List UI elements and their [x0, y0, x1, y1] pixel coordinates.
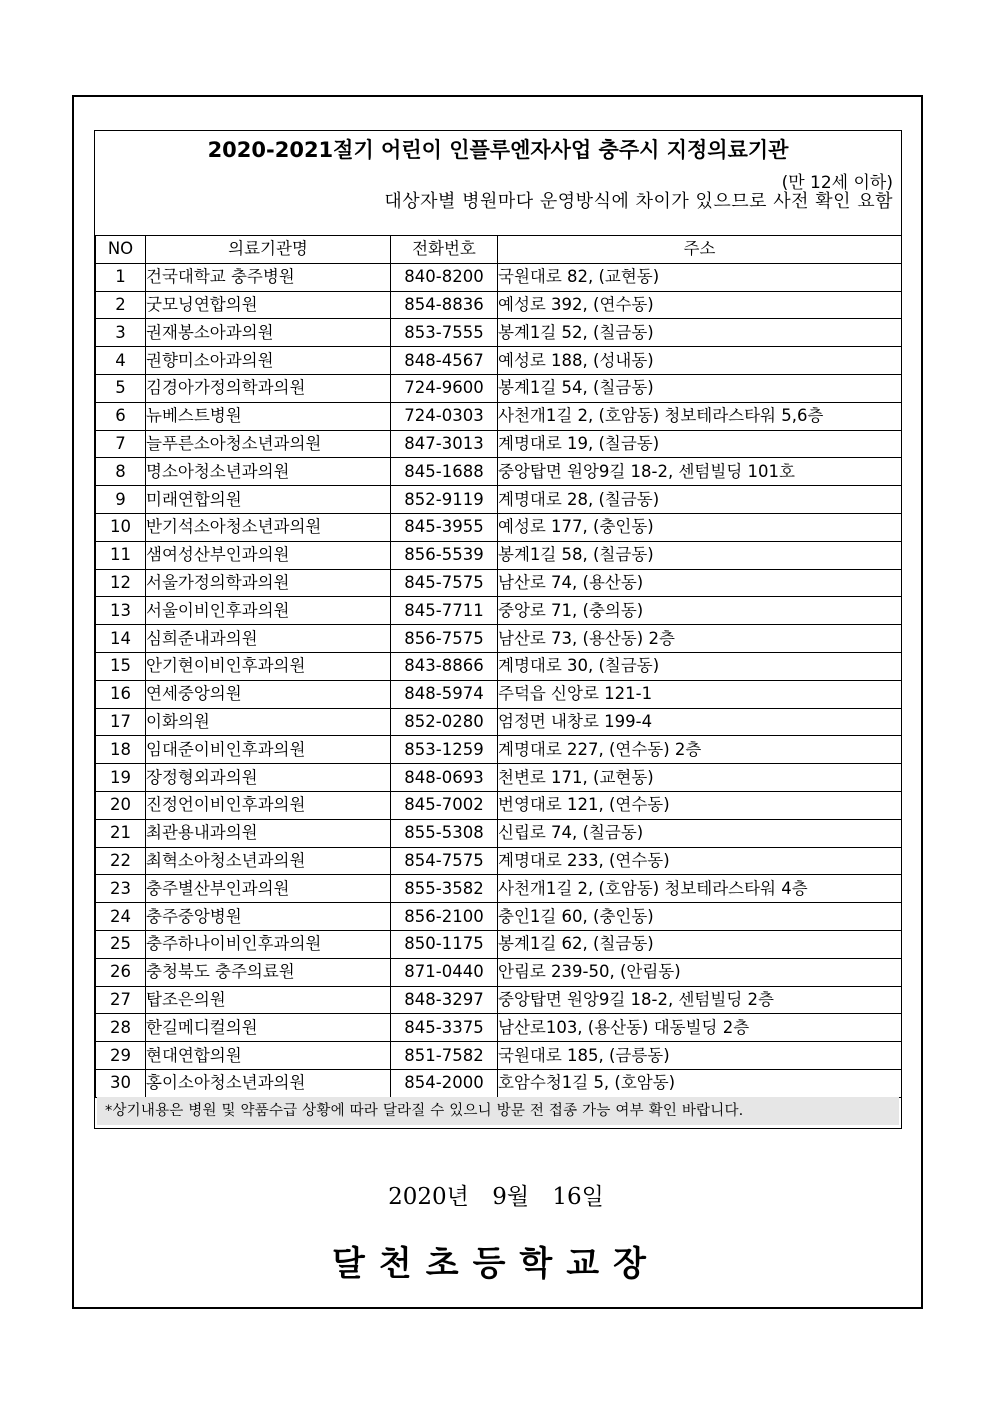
table-row [96, 875, 902, 903]
table-row [96, 680, 902, 708]
phone-number: 851-7582 [391, 1042, 498, 1070]
row-number: 10 [96, 513, 146, 541]
table-row [96, 847, 902, 875]
row-number: 24 [96, 903, 146, 931]
notice-box [94, 130, 902, 1129]
clinic-name: 최혁소아청소년과의원 [146, 847, 391, 875]
clinic-address: 안림로 239-50, (안림동) [498, 958, 902, 986]
phone-number: 848-5974 [391, 680, 498, 708]
clinic-address: 봉계1길 58, (칠금동) [498, 541, 902, 569]
clinic-address: 봉계1길 52, (칠금동) [498, 319, 902, 347]
table-row [96, 263, 902, 291]
clinic-address: 충인1길 60, (충인동) [498, 903, 902, 931]
row-number: 19 [96, 764, 146, 792]
clinic-name: 권향미소아과의원 [146, 347, 391, 375]
table-row [96, 319, 902, 347]
clinic-name: 최관용내과의원 [146, 819, 391, 847]
row-number: 15 [96, 652, 146, 680]
clinic-name: 장정형외과의원 [146, 764, 391, 792]
clinic-address: 남산로 73, (용산동) 2층 [498, 625, 902, 653]
clinic-address: 사천개1길 2, (호암동) 청보테라스타워 4층 [498, 875, 902, 903]
clinic-name: 홍이소아청소년과의원 [146, 1069, 391, 1097]
table-body [96, 263, 902, 1097]
clinic-name: 샘여성산부인과의원 [146, 541, 391, 569]
clinic-address: 예성로 188, (성내동) [498, 347, 902, 375]
phone-number: 871-0440 [391, 958, 498, 986]
phone-number: 853-7555 [391, 319, 498, 347]
clinic-name: 연세중앙의원 [146, 680, 391, 708]
phone-number: 854-2000 [391, 1069, 498, 1097]
clinic-address: 예성로 392, (연수동) [498, 291, 902, 319]
phone-number: 848-3297 [391, 986, 498, 1014]
table-row [96, 291, 902, 319]
clinic-name: 뉴베스트병원 [146, 402, 391, 430]
table-row [96, 736, 902, 764]
clinic-name: 안기현이비인후과의원 [146, 652, 391, 680]
phone-number: 845-7002 [391, 791, 498, 819]
clinic-name: 반기석소아청소년과의원 [146, 513, 391, 541]
row-number: 29 [96, 1042, 146, 1070]
phone-number: 845-7711 [391, 597, 498, 625]
row-number: 22 [96, 847, 146, 875]
table-row [96, 708, 902, 736]
clinic-address: 신립로 74, (칠금동) [498, 819, 902, 847]
clinic-name: 한길메디컬의원 [146, 1014, 391, 1042]
table-row [96, 930, 902, 958]
table-row [96, 486, 902, 514]
table-row [96, 903, 902, 931]
table-row [96, 1014, 902, 1042]
table-row [96, 1042, 902, 1070]
table-row [96, 819, 902, 847]
clinic-name: 임대준이비인후과의원 [146, 736, 391, 764]
clinic-name: 이화의원 [146, 708, 391, 736]
phone-number: 856-5539 [391, 541, 498, 569]
phone-number: 840-8200 [391, 263, 498, 291]
table-row [96, 1069, 902, 1097]
document-date [0, 1178, 992, 1211]
table-row [96, 569, 902, 597]
row-number: 14 [96, 625, 146, 653]
phone-number: 856-7575 [391, 625, 498, 653]
column-header-phone: 전화번호 [391, 236, 498, 264]
phone-number: 856-2100 [391, 903, 498, 931]
row-number: 28 [96, 1014, 146, 1042]
clinic-name: 충주중앙병원 [146, 903, 391, 931]
column-header-no: NO [96, 236, 146, 264]
phone-number: 854-7575 [391, 847, 498, 875]
phone-number: 845-1688 [391, 458, 498, 486]
table-row [96, 791, 902, 819]
column-header-name: 의료기관명 [146, 236, 391, 264]
date-year: 2020년 [388, 1184, 469, 1210]
phone-number: 845-7575 [391, 569, 498, 597]
column-header-address: 주소 [498, 236, 902, 264]
phone-number: 724-0303 [391, 402, 498, 430]
table-header-row [96, 236, 902, 264]
clinic-address: 계명대로 233, (연수동) [498, 847, 902, 875]
row-number: 17 [96, 708, 146, 736]
table-row [96, 513, 902, 541]
clinic-name: 충주별산부인과의원 [146, 875, 391, 903]
row-number: 4 [96, 347, 146, 375]
phone-number: 850-1175 [391, 930, 498, 958]
row-number: 8 [96, 458, 146, 486]
footnote: *상기내용은 병원 및 약품수급 상황에 따라 달라질 수 있으니 방문 전 접종 가능 여부 확인 바랍니다. [97, 1097, 899, 1125]
row-number: 12 [96, 569, 146, 597]
table-row [96, 986, 902, 1014]
phone-number: 854-8836 [391, 291, 498, 319]
row-number: 30 [96, 1069, 146, 1097]
phone-number: 848-4567 [391, 347, 498, 375]
row-number: 16 [96, 680, 146, 708]
clinic-address: 중앙로 71, (충의동) [498, 597, 902, 625]
clinic-address: 계명대로 30, (칠금동) [498, 652, 902, 680]
table-row [96, 764, 902, 792]
table-row [96, 541, 902, 569]
table-row [96, 402, 902, 430]
phone-number: 847-3013 [391, 430, 498, 458]
clinic-name: 충주하나이비인후과의원 [146, 930, 391, 958]
row-number: 5 [96, 374, 146, 402]
clinic-name: 현대연합의원 [146, 1042, 391, 1070]
row-number: 25 [96, 930, 146, 958]
table-row [96, 430, 902, 458]
page-title: 2020-2021절기 어린이 인플루엔자사업 충주시 지정의료기관 [207, 138, 789, 162]
clinic-address: 남산로103, (용산동) 대동빌딩 2층 [498, 1014, 902, 1042]
row-number: 2 [96, 291, 146, 319]
row-number: 3 [96, 319, 146, 347]
row-number: 13 [96, 597, 146, 625]
clinic-table [95, 235, 902, 1098]
row-number: 20 [96, 791, 146, 819]
table-row [96, 652, 902, 680]
phone-number: 852-9119 [391, 486, 498, 514]
table-row [96, 958, 902, 986]
row-number: 18 [96, 736, 146, 764]
phone-number: 845-3375 [391, 1014, 498, 1042]
clinic-name: 굿모닝연합의원 [146, 291, 391, 319]
clinic-name: 충청북도 충주의료원 [146, 958, 391, 986]
date-day: 16일 [552, 1184, 604, 1210]
clinic-name: 김경아가정의학과의원 [146, 374, 391, 402]
table-row [96, 347, 902, 375]
clinic-name: 권재봉소아과의원 [146, 319, 391, 347]
signer: 달천초등학교장 [332, 1244, 660, 1284]
row-number: 27 [96, 986, 146, 1014]
row-number: 9 [96, 486, 146, 514]
row-number: 23 [96, 875, 146, 903]
clinic-address: 봉계1길 62, (칠금동) [498, 930, 902, 958]
clinic-name: 탑조은의원 [146, 986, 391, 1014]
phone-number: 852-0280 [391, 708, 498, 736]
clinic-address: 사천개1길 2, (호암동) 청보테라스타워 5,6층 [498, 402, 902, 430]
table-row [96, 458, 902, 486]
table-row [96, 374, 902, 402]
clinic-address: 국원대로 82, (교현동) [498, 263, 902, 291]
date-month: 9월 [492, 1184, 530, 1210]
phone-number: 855-5308 [391, 819, 498, 847]
phone-number: 853-1259 [391, 736, 498, 764]
phone-number: 843-8866 [391, 652, 498, 680]
phone-number: 855-3582 [391, 875, 498, 903]
clinic-address: 번영대로 121, (연수동) [498, 791, 902, 819]
clinic-name: 심희준내과의원 [146, 625, 391, 653]
clinic-address: 예성로 177, (충인동) [498, 513, 902, 541]
row-number: 11 [96, 541, 146, 569]
table-row [96, 597, 902, 625]
phone-number: 845-3955 [391, 513, 498, 541]
clinic-name: 서울가정의학과의원 [146, 569, 391, 597]
clinic-name: 늘푸른소아청소년과의원 [146, 430, 391, 458]
row-number: 26 [96, 958, 146, 986]
clinic-address: 천변로 171, (교현동) [498, 764, 902, 792]
clinic-address: 계명대로 227, (연수동) 2층 [498, 736, 902, 764]
clinic-name: 건국대학교 충주병원 [146, 263, 391, 291]
clinic-address: 남산로 74, (용산동) [498, 569, 902, 597]
clinic-name: 명소아청소년과의원 [146, 458, 391, 486]
clinic-address: 호암수청1길 5, (호암동) [498, 1069, 902, 1097]
row-number: 6 [96, 402, 146, 430]
subtitle: 대상자별 병원마다 운영방식에 차이가 있으므로 사전 확인 요함 [384, 191, 893, 212]
row-number: 7 [96, 430, 146, 458]
row-number: 21 [96, 819, 146, 847]
clinic-address: 엄정면 내창로 199-4 [498, 708, 902, 736]
table-row [96, 625, 902, 653]
row-number: 1 [96, 263, 146, 291]
clinic-address: 계명대로 19, (칠금동) [498, 430, 902, 458]
clinic-address: 계명대로 28, (칠금동) [498, 486, 902, 514]
clinic-name: 서울이비인후과의원 [146, 597, 391, 625]
clinic-name: 진정언이비인후과의원 [146, 791, 391, 819]
clinic-address: 중앙탑면 원앙9길 18-2, 센텀빌딩 101호 [498, 458, 902, 486]
phone-number: 848-0693 [391, 764, 498, 792]
clinic-address: 주덕읍 신앙로 121-1 [498, 680, 902, 708]
clinic-name: 미래연합의원 [146, 486, 391, 514]
clinic-address: 중앙탑면 원앙9길 18-2, 센텀빌딩 2층 [498, 986, 902, 1014]
clinic-address: 봉계1길 54, (칠금동) [498, 374, 902, 402]
phone-number: 724-9600 [391, 374, 498, 402]
clinic-address: 국원대로 185, (금릉동) [498, 1042, 902, 1070]
age-note: (만 12세 이하) [781, 173, 893, 193]
